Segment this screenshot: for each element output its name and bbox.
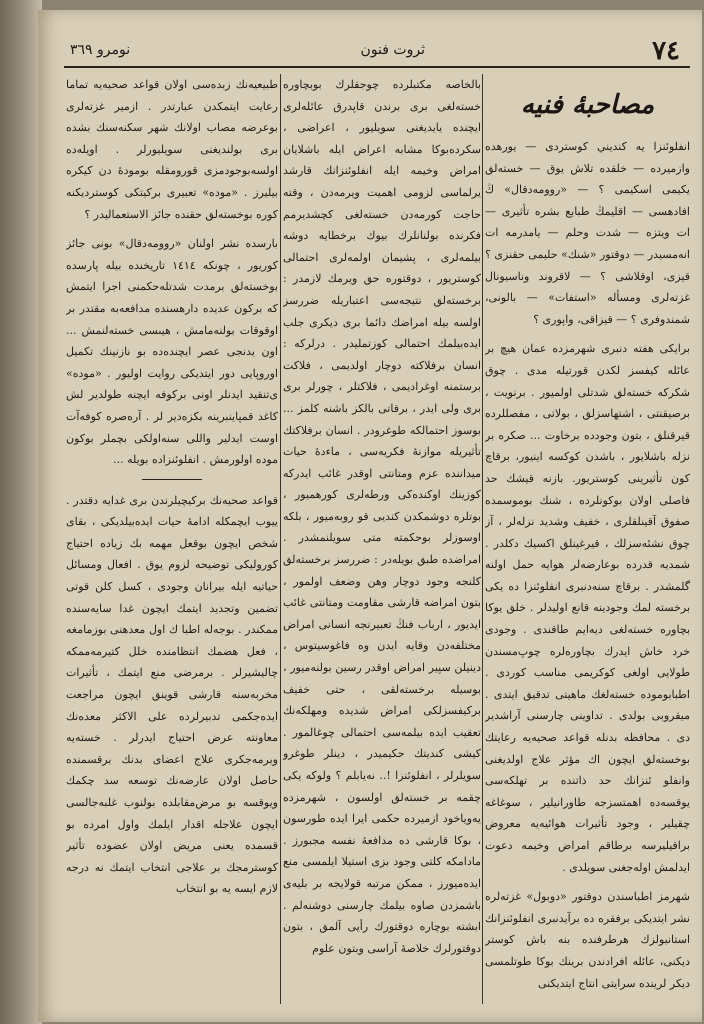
article-paragraph: قواعد صحيه‌نك بركيچيلرندن برى غدايه دقتدر . ييوب ايچمكله ادامهٔ حيات ايده‌بيلديكى ، بقاى شخص ايچون بوقعل مهمه بك زياده احتياج كوروليكى توضيحه لزوم يوق . افعال ومسائل حياتيه ايله بيرانان وجودى ، كسل كلن قوتى تضمين وتجديد ايتمك ايچون غدا سايه‌سنده ممكندر . بوجه‌له اطبا ك اول معدهنى بوزمامغه ، فعل هضمك انتظامنده خلل كتيرمه‌ممكه چاليشيرلر . برمرضى منع ايتمك ، تأثيرات مخربه‌سنه قارشى قوينق ايچون مراجعت ايده‌جكمى تدبيرلرده على الاكثر معده‌نك معاونته عرض احتياج ايدرلر . خسته‌يه وبرمه‌جكرى علاج اعضاى بدنك برقسمنده حاصل اولان عارضه‌نك توسعه سد چكمك ويوقسه بو مرض‌مقابلده بولنوب غلبه‌جالسى ايچون علاجله اقدار ايلمك واول امرده بو قسمده يعنى مريض اولان عضوده تأثير كوسترمجك بر علاجى انتخاب ايتمك نه درجه لازم ايسه يه بو انتخاب bbox=[66, 493, 278, 896]
column-right bbox=[485, 74, 690, 1014]
paragraph-divider bbox=[142, 479, 202, 480]
article-paragraph: طبيعيه‌نك زبده‌سى اولان قواعد صحيه‌يه تماما رعايت ايتمكدن عبارتدر . ازمير غزته‌لرى بوعرضه مصاب اولانك شهر سكنه‌سنك بشده برى بولنديغنى سويليورلر . اويله‌ده اولسه‌بوجودمزى قورومقله بومودهٔ دن كيكره بيليرز . «موده» تعبيرى بركيتكى كوسترديكنه كوره بوخسته‌لق حقنده جائز الاستعماليدر ؟ bbox=[66, 78, 278, 221]
article-paragraph: برايكى هفته دنبرى شهرمزده عمان هيچ بر عائله كيفسز لكدن قورتيله مدى . چوق شكركه خسته‌لق شدتلى اولميور . برنويت ، برصيقنتى ، اشتهاسزلق ، بولاتى ، مفصللرده قيرقنلق ، بتون وجودده برخاوت ... صكره بر نزله باشلايور ، باشدن كوكسه اينيور، برقاچ كون تأثيرينى كوستريور. بازنه قيشك حد فاصلى اولان بوكونلرده ، شنك بوموسمده صفوق آقينلقلرى ، خفيف وشديد نزله‌لر ، آز چوق نشئه‌سزلك ، قيرغينلق اكسيك دكلدر . شمديه قدرده بوعارضه‌لر هوايه حمل اولنه گلمشدر . برقاچ سنه‌دنبرى انفلوئنزا ده يكى برخسته لمك وجودينه قانع اوليدلر . خلق يوكا بچاوره خسته‌لغى ديه‌ايم طاقندى . وجودى خرد خاش ايدرك بچاوره‌لره چوپ‌مسندن طولايى اولغى كوكريمى مناسب كوردى . اطبابوموده خسته‌لغك ماهيتى تدقيق ايتدى . ميقروبى بولدى . تداوينى چارسنى آراشدير دى . محافظه بدنله قواعد صحيه‌يه رعايتك بوخسته‌لق ايچون اك مؤثر علاج اولديغنى وانفلو ئنزانك حد ذاتنده بر تهلكه‌سى يوقسه‌ده اهمتسزجه طاورانيلير ، سوغاغه چقيلير ، وجود تأثيرات هوائيه‌يه معروض براقيليرسه برطاقم امراض وخيمه دعوت ايدلمش اوله‌جغنى سويلدى . bbox=[485, 342, 690, 874]
journal-title: ثروت فنون bbox=[360, 42, 425, 58]
header-rule bbox=[64, 66, 690, 68]
issue-number: نومرو ٣٦٩ bbox=[70, 42, 131, 58]
page-header bbox=[60, 36, 690, 66]
page-number: ٧٤ bbox=[652, 36, 680, 66]
column-left bbox=[66, 74, 278, 1014]
section-title: مصاحبهٔ فنیه bbox=[520, 90, 655, 120]
article-summary: انفلوئنزا يه كنديني كوستردى — يورهده وازميرده — خلقده تلاش يوق — خسته‌لق يكيمى اسكيمى ؟ — «روومه‌دقال» ڭ افادهسى — اقليمڭ طبايع بشره تأثيرى — ات ويتزه — شدت وحلم — يامدرمه ات انه‌مسيدر — دوقتور «شنك» حليمى حقنزى ؟ قيزى، اوقلاشى ؟ — لاقروند وناسيونال غزته‌لرى ومسأله‌ «استفات» — بالونى، شمندوفرى ؟ — قيزاقى، واپورى ؟ bbox=[485, 140, 690, 326]
column-middle bbox=[283, 74, 481, 1014]
article-paragraph: بالخاصه مكتبلرده چوجقلرك بوبچاوره خسته‌لغى برى برندن قاپدرق عائله‌لرى ايچنده يايديغنى سويليور ، اعراضى ، سكرده‌بوكا مشابه اعراض ايله باشلايان امراض وخيمه ايله انفلوئنزانك قارشد يرلماسى لزومى اهميت ويرمه‌دن ، وقته حاجت كورمه‌دن خسته‌لغى كچشديرمم فكرنده بولنانلرك بيوك برخطايه دوشه بيلمه‌لرى ، پشيمان اولمه‌لرى احتمالى كوستريور ، دوقتوره حق ويرمك لازمدر : برخسته‌لق نتيجه‌سى اعتباريله ضررسز اولسه بيله امراضك دائما برى ديكرى جلب ايده‌بيلمك احتمالى كوزتمليدر . درلركه : انسان برفلاكته دوچار اولديمى ، فلاكت برستمنه اوغراديمى ، فلاكتلر ، چورلر برى برى ولى ايدر ، برقاتى بالكز باشنه كلمز ... بوسوز احتمالكه طوغرودر . انسان برفلاكتك تأثيريله موازنهٔ فكريه‌سى ، ماءدهٔ حيات ميداننده عزم ومتانتى اوقدر غائب ايدركه كوزينك اوكنده‌كى ورطه‌لرى كورهميور ، بوتلره دوشمكدن كنديى قو روبه‌ميور ، بلكه اوسوزلر بوحكمته متى سويلنمشدر . امراضده طبق بويله‌در : ضررسز برخسته‌لق كلنجه وجود دوچار وهن وضعف اولمور ، بتون امراضه قارشى مقاومت ومتانتى غائب ايديور ، ارباب فنڭ تعبيرنجه انسانى امراض مختلفه‌دن وقايه ايدن وه فاغوسيتوس ، دينيلن سپير امراض اوقدر رسين بولنه‌ميور ، بوسيله برخسته‌لقى ، حتى خفيف بركيفسزلكى امراض شديده ومهلكه‌نك تعقيب ايده بيلمه‌سى احتمالى چوغالمور . كيشى كنديتك حكيميدر ، دينلر طوغرو سويلرلر ، انفلوئنزا !.. نه‌يابلم ؟ ولوكه يكى چقمه بر خسته‌لق اولسون ، شهرمزده يه‌وياخود ازميرده حكمى ايرا ايده طورسون ، بوكا قارشى ده مدافعهٔ نفسه مجبورز . مادامكه كلتى وجود بزى استيلا ايلمسى منع ايده‌ميورز ، ممكن مرتبه قولايجه بر بليه‌ى باشمزدن صاوه بيلمك چارسنى دوشنه‌لم . ابشته بوچاره دوقتورك رأيى آلمق ، بتون دوقتورلرك خلاصهٔ آراسى وبتون علوم bbox=[283, 78, 481, 955]
book-binding-shadow bbox=[0, 0, 42, 1024]
column-divider-left bbox=[280, 74, 281, 1004]
article-paragraph: شهرمز اطباسندن دوقتور «دوبول» غزته‌لره نشر ايتديكى برفقره ده برآيدنبرى انفلوئنزانك استانبولزك هرطرفنده بنه باش كوستر ديكنى، عائله افرادندن برينك بوكا طوتلمسى ديكر لرينده سرايتى انتاج ايتديكنى bbox=[485, 890, 690, 990]
column-divider-right bbox=[482, 74, 483, 1004]
article-paragraph: بارسده نشر اولنان «روومه‌دقال» بونى جائز كوريور ، چونكه ١٤١٤ تاريخنده بيله پارسده بوخسته‌لق برمدت شدتله‌حكمنى اجرا ايتمش كه بركون عديده دارهسنده مدافعه‌به مقتدر بر اوقوقات بولنه‌مامش ، هيىسى خسته‌لنمش ... اون يدنجى عصر ايچنده‌ده بو نازنينك تكميل اوروپايى دور ايتديكى روايت اوليور . «موده» ى‌تنقيد ايدنلر اونى بركوفه ايچنه طولدير لش كاغد قمپاينبرينه بكزه‌دير لر . آره‌صره كوفه‌آت اوست ايدلير واللى سنه‌اولكى بچملر بوكون موده اولورمش . انفلوئنزاده بويله ... bbox=[66, 237, 278, 467]
